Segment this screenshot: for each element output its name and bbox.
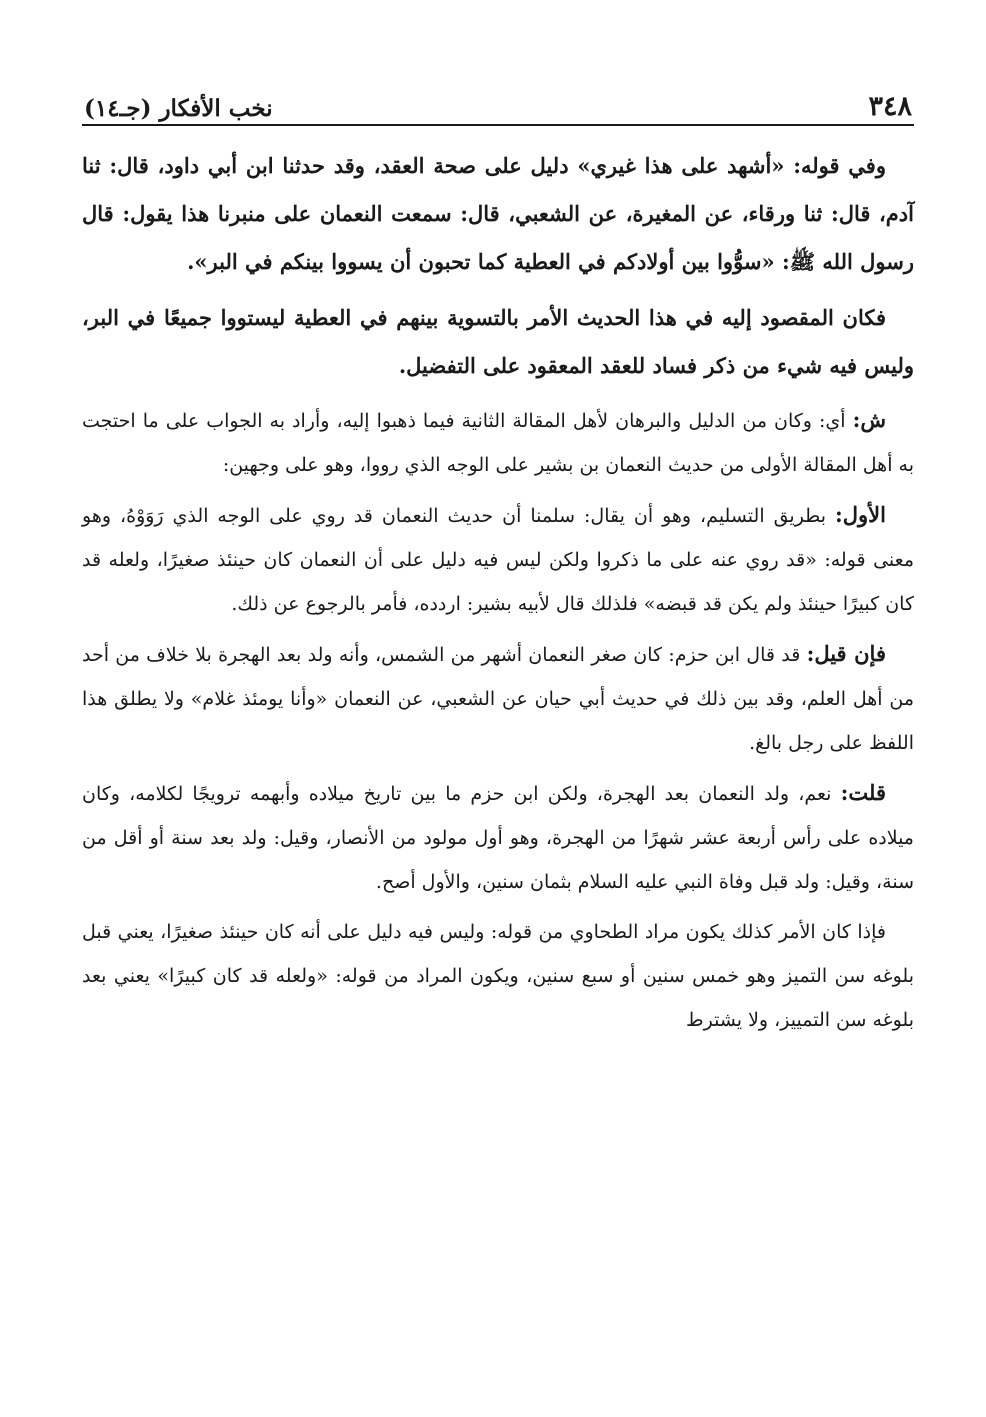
paragraph-text: فإذا كان الأمر كذلك يكون مراد الطحاوي من قوله: وليس فيه دليل على أنه كان حينئذ صغيرًا، يعني قبل بلوغه سن التميز وهو خمس سنين أو سبع سنين، ويكون المراد من قوله: «ولعله قد كان كبيرًا» يعني بعد بلوغه سن التمييز، ولا يشترط — [82, 921, 914, 1031]
text-paragraph — [82, 910, 914, 1042]
paragraph-text: فكان المقصود إليه في هذا الحديث الأمر بالتسوية بينهم في العطية ليستووا جميعًا في البر، وليس فيه شيء من ذكر فساد للعقد المعقود على التفضيل. — [82, 305, 914, 378]
paragraph-lead: ش: — [852, 407, 886, 432]
text-paragraph — [82, 493, 914, 626]
page-number: ٣٤٨ — [868, 91, 912, 122]
paragraph-text: وفي قوله: «أشهد على هذا غيري» دليل على صحة العقد، وقد حدثنا ابن أبي داود، قال: ثنا آدم، قال: ثنا ورقاء، عن المغيرة، عن الشعبي، قال: سمعت النعمان على منبرنا هذا يقول: قال رسول الله ﷺ: «سوُّوا بين أولادكم في العطية كما تحبون أن يسووا بينكم في البر». — [82, 153, 914, 274]
paragraph-text: بطريق التسليم، وهو أن يقال: سلمنا أن حديث النعمان قد روي على الوجه الذي رَوَوْهُ، وهو معنى قوله: «قد روي عنه على ما ذكروا ولكن ليس فيه دليل على أن النعمان كان حينئذ صغيرًا، ولعله قد كان كبيرًا حينئذ ولم يكن قد قبضه» فلذلك قال لأبيه بشير: اردده، فأمر بالرجوع عن ذلك. — [82, 505, 914, 615]
text-paragraph — [82, 142, 914, 286]
text-paragraph — [82, 632, 914, 765]
paragraph-text: نعم، ولد النعمان بعد الهجرة، ولكن ابن حزم ما بين تاريخ ميلاده وأبهمه ترويجًا لكلامه، وكان ميلاده على رأس أربعة عشر شهرًا من الهجرة، وهو أول مولود من الأنصار، وقيل: ولد بعد سنة أو أقل من سنة، وقيل: ولد قبل وفاة النبي عليه السلام بثمان سنين، والأول أصح. — [82, 783, 914, 893]
text-paragraph — [82, 771, 914, 904]
paragraph-lead: الأول: — [835, 502, 886, 527]
running-title: نخب الأفكار (جـ١٤) — [84, 95, 273, 122]
paragraph-lead: قلت: — [840, 780, 886, 805]
document-page — [82, 78, 914, 1042]
text-paragraph — [82, 294, 914, 390]
paragraph-text: قد قال ابن حزم: كان صغر النعمان أشهر من الشمس، وأنه ولد بعد الهجرة بلا خلاف من أحد من أهل العلم، وقد بين ذلك في حديث أبي حيان عن الشعبي، عن النعمان «وأنا يومئذ غلام» ولا يطلق هذا اللفظ على رجل بالغ. — [82, 644, 914, 754]
page-header — [82, 78, 914, 126]
paragraph-text: أي: وكان من الدليل والبرهان لأهل المقالة الثانية فيما ذهبوا إليه، وأراد به الجواب على ما احتجت به أهل المقالة الأولى من حديث النعمان بن بشير على الوجه الذي رووا، وهو على وجهين: — [82, 410, 914, 476]
paragraph-lead: فإن قيل: — [806, 641, 886, 666]
page-content — [82, 142, 914, 1042]
text-paragraph — [82, 398, 914, 487]
